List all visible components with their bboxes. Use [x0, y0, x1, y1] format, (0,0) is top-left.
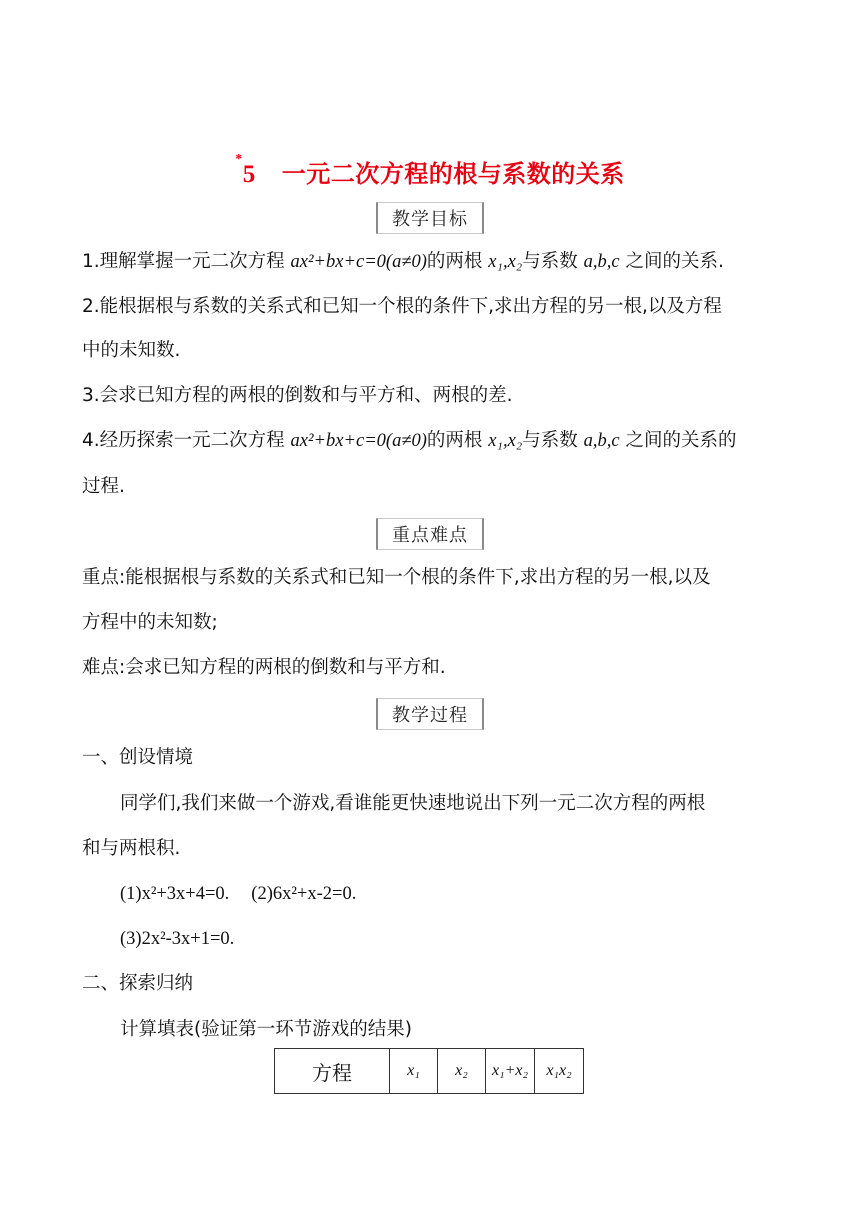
difficulty-line: 难点:会求已知方程的两根的倒数和与平方和.	[82, 657, 446, 678]
title-number: 5	[242, 161, 256, 188]
equation-2: (2)6x²+x-2=0.	[251, 884, 357, 904]
goal-1-text-c: 与系数	[522, 251, 584, 272]
goal-item-4-line-1	[82, 427, 782, 455]
header-sum: x₁+x₂	[486, 1049, 535, 1094]
results-table	[274, 1048, 584, 1094]
goal-item-2-line-2: 中的未知数.	[82, 340, 181, 361]
goal-item-3: 3.会求已知方程的两根的倒数和与平方和、两根的差.	[82, 385, 513, 406]
focus-line-1: 重点:能根据根与系数的关系式和已知一个根的条件下,求出方程的另一根,以及	[82, 567, 711, 588]
goal-1-roots: x₁,x₂	[488, 252, 523, 272]
goal-1-equation: ax²+bx+c=0(a≠0)	[290, 252, 427, 272]
goal-4-text-c: 与系数	[522, 430, 584, 451]
goal-item-2-line-1: 2.能根据根与系数的关系式和已知一个根的条件下,求出方程的另一根,以及方程	[82, 296, 722, 317]
goal-1-text-d: 之间的关系.	[619, 251, 724, 272]
title-star: *	[235, 152, 243, 167]
equations-row-1	[120, 880, 820, 908]
scenario-paragraph-line-2: 和与两根积.	[82, 838, 181, 859]
goal-1-text-b: 的两根	[426, 251, 489, 272]
header-equation: 方程	[275, 1049, 390, 1094]
section-goals: 教学目标	[376, 202, 484, 234]
goal-4-coefficients: a,b,c	[583, 431, 620, 451]
table-caption: 计算填表(验证第一环节游戏的结果)	[120, 1019, 412, 1040]
heading-explore: 二、探索归纳	[82, 973, 194, 994]
focus-line-2: 方程中的未知数;	[82, 612, 218, 633]
header-x1: x₁	[390, 1049, 438, 1094]
goal-item-1	[82, 248, 782, 276]
goal-1-text-a: 1.理解掌握一元二次方程	[82, 251, 291, 272]
header-product: x₁x₂	[535, 1049, 584, 1094]
title-text: 一元二次方程的根与系数的关系	[281, 160, 625, 188]
equation-3: (3)2x²-3x+1=0.	[120, 929, 235, 949]
goal-4-text-b: 的两根	[426, 430, 489, 451]
section-key-points: 重点难点	[376, 518, 484, 550]
goal-4-text-a: 4.经历探索一元二次方程	[82, 430, 291, 451]
goal-1-coefficients: a,b,c	[583, 252, 620, 272]
goal-4-equation: ax²+bx+c=0(a≠0)	[290, 431, 427, 451]
goal-4-roots: x₁,x₂	[488, 431, 523, 451]
lesson-title	[0, 154, 860, 189]
table-header-row	[275, 1049, 584, 1094]
section-process: 教学过程	[376, 698, 484, 730]
header-x2: x₂	[438, 1049, 486, 1094]
scenario-paragraph-line-1: 同学们,我们来做一个游戏,看谁能更快速地说出下列一元二次方程的两根	[120, 793, 706, 814]
goal-4-text-d: 之间的关系的	[619, 430, 737, 451]
goal-item-4-line-2: 过程.	[82, 476, 125, 497]
heading-scenario: 一、创设情境	[82, 747, 194, 768]
equation-1: (1)x²+3x+4=0.	[120, 884, 230, 904]
